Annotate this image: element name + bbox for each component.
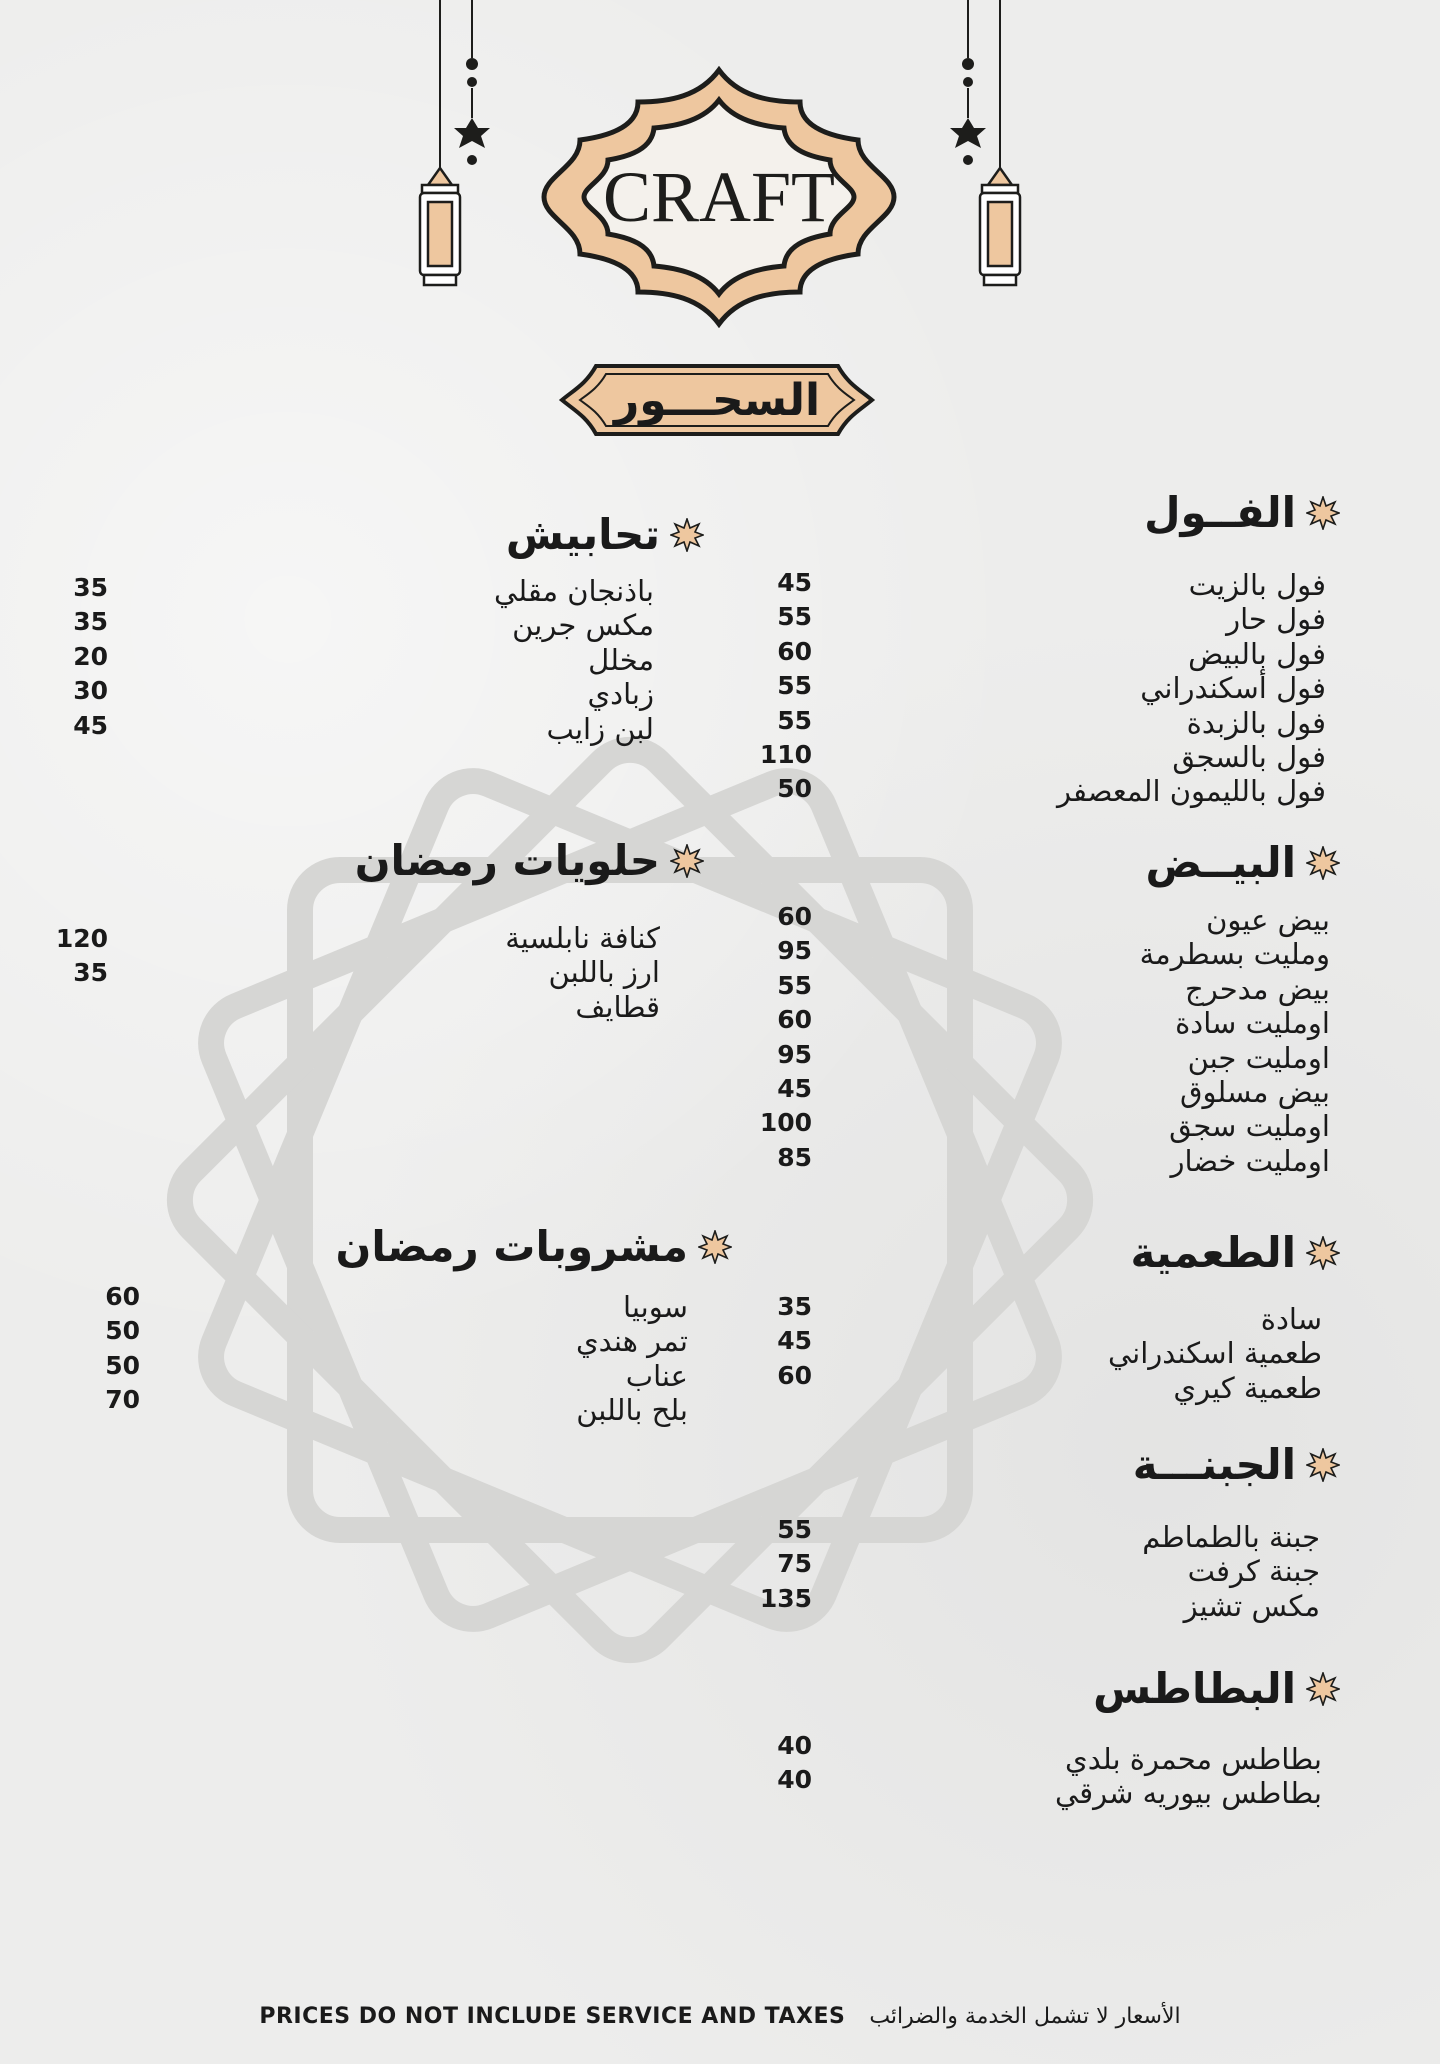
left-lantern-icon (400, 0, 510, 300)
menu-item-price: 45 (73, 710, 108, 740)
menu-item-price: 55 (777, 1515, 812, 1544)
menu-item-price: 50 (105, 1350, 140, 1380)
drinks-price-list (105, 1280, 140, 1418)
menu-item-name: جبنة بالطماطم (1142, 1520, 1320, 1554)
menu-item-price: 40 (777, 1731, 812, 1760)
menu-item-price: 70 (105, 1385, 140, 1415)
menu-item-name: لبن زايب (546, 711, 654, 746)
menu-item-name: عناب (625, 1358, 688, 1393)
menu-item-price: 55 (777, 970, 812, 1000)
section-title-text: البيــض (1145, 838, 1296, 887)
menu-item-price: 55 (777, 671, 812, 701)
menu-item-price: 60 (105, 1282, 140, 1311)
menu-item-name: جبنة كرفت (1187, 1554, 1320, 1589)
menu-item-price: 60 (777, 902, 812, 931)
section-title-text: الجبنـــة (1132, 1440, 1296, 1489)
menu-item-price: 55 (777, 705, 812, 735)
section-title-potatoes (1093, 1664, 1340, 1713)
menu-item-price: 120 (55, 924, 108, 953)
menu-item-name: اومليت جبن (1187, 1040, 1330, 1075)
menu-item-name: فول بالسجق (1172, 739, 1326, 774)
menu-item-name: بطاطس محمرة بلدي (1065, 1742, 1322, 1776)
star-icon (1306, 846, 1340, 880)
sweets-item-list (505, 921, 660, 1024)
menu-item-name: بلح باللبن (576, 1393, 688, 1428)
menu-item-price: 30 (73, 676, 108, 706)
pickles-item-list (494, 574, 654, 746)
menu-item-price: 85 (777, 1142, 812, 1172)
menu-item-name: ارز باللبن (548, 955, 660, 990)
menu-item-name: طعمية كيري (1173, 1370, 1322, 1405)
brand-logo (538, 66, 900, 328)
menu-item-price: 35 (777, 1292, 812, 1321)
menu-item-name: بطاطس بيوريه شرقي (1055, 1776, 1322, 1811)
sweets-price-list (56, 922, 108, 1025)
section-title-drinks (335, 1222, 732, 1271)
section-title-text: الطعمية (1130, 1228, 1296, 1277)
section-title-text: حلويات رمضان (354, 836, 660, 885)
section-title-cheese (1133, 1440, 1340, 1489)
menu-item-price: 35 (73, 573, 108, 602)
taameya-item-list (1108, 1302, 1322, 1405)
fool-item-list (1057, 568, 1326, 809)
menu-item-name: مكس جرين (512, 608, 654, 643)
menu-item-price: 110 (759, 739, 812, 769)
section-title-taameya (1130, 1228, 1340, 1277)
menu-item-name: كنافة نابلسية (505, 921, 660, 955)
menu-item-price: 55 (777, 602, 812, 632)
menu-item-price: 75 (777, 1549, 812, 1579)
star-icon (698, 1230, 732, 1264)
menu-item-name: اومليت سجق (1169, 1109, 1330, 1144)
menu-item-price: 45 (777, 568, 812, 597)
fool-price-list (760, 566, 812, 807)
menu-item-name: فول حار (1226, 602, 1326, 637)
menu-item-name: زبادي (587, 677, 654, 712)
section-title-eggs (1146, 838, 1340, 887)
menu-item-price: 35 (73, 607, 108, 637)
menu-item-price: 60 (777, 1005, 812, 1035)
menu-item-price: 50 (777, 774, 812, 804)
menu-item-name: سادة (1260, 1302, 1322, 1336)
section-title-sweets (355, 836, 704, 885)
potatoes-item-list (1055, 1742, 1322, 1811)
menu-item-name: بيض مدحرج (1185, 971, 1330, 1006)
menu-item-price: 45 (777, 1073, 812, 1103)
drinks-item-list (576, 1290, 688, 1428)
menu-item-name: بيض عيون (1206, 903, 1330, 937)
section-title-fool (1144, 488, 1340, 537)
right-lantern-icon (930, 0, 1040, 300)
menu-item-price: 60 (777, 1360, 812, 1390)
footer-note (0, 1996, 1440, 2036)
menu-item-price: 50 (105, 1316, 140, 1346)
menu-item-price: 95 (777, 1039, 812, 1069)
taameya-price-list (777, 1290, 812, 1393)
potatoes-price-list (777, 1729, 812, 1798)
star-icon (670, 844, 704, 878)
menu-item-name: سوبيا (623, 1290, 688, 1324)
menu-item-name: فول بالبيض (1188, 636, 1326, 671)
section-title-text: البطاطس (1093, 1664, 1296, 1713)
footer-note-en: PRICES DO NOT INCLUDE SERVICE AND TAXES (259, 2003, 846, 2029)
menu-item-name: فول أسكندراني (1140, 671, 1326, 706)
menu-item-name: فول بالليمون المعصفر (1057, 774, 1326, 809)
star-icon (1306, 496, 1340, 530)
menu-item-price: 20 (73, 641, 108, 671)
menu-item-name: طعمية اسكندراني (1107, 1336, 1322, 1371)
star-icon (1306, 1672, 1340, 1706)
footer-note-ar: الأسعار لا تشمل الخدمة والضرائب (869, 2003, 1181, 2029)
cheese-price-list (760, 1513, 812, 1616)
menu-item-price: 60 (777, 636, 812, 666)
logo-text: CRAFT (602, 157, 836, 237)
menu-item-name: ومليت بسطرمة (1139, 937, 1330, 972)
menu-item-name: تمر هندي (575, 1324, 688, 1359)
menu-item-price: 100 (759, 1108, 812, 1138)
menu-item-name: قطايف (575, 989, 660, 1024)
menu-item-price: 45 (777, 1326, 812, 1356)
menu-item-name: مكس تشيز (1183, 1588, 1320, 1623)
section-title-text: الفــول (1144, 488, 1296, 537)
menu-item-price: 40 (777, 1765, 812, 1795)
section-title-pickles (506, 510, 704, 559)
cheese-item-list (1142, 1520, 1320, 1623)
eggs-item-list (1140, 903, 1330, 1178)
menu-item-name: باذنجان مقلي (494, 574, 654, 608)
star-icon (1306, 1448, 1340, 1482)
star-icon (670, 518, 704, 552)
menu-item-name: بيض مسلوق (1179, 1074, 1330, 1109)
menu-item-price: 95 (777, 936, 812, 966)
meal-title: السحـــور (613, 374, 821, 426)
menu-item-name: مخلل (588, 642, 654, 677)
star-icon (1306, 1236, 1340, 1270)
menu-item-price (56, 991, 108, 1025)
menu-item-name: فول بالزبدة (1186, 705, 1326, 740)
menu-item-price: 135 (759, 1583, 812, 1613)
eggs-price-list (760, 900, 812, 1175)
section-title-text: مشروبات رمضان (335, 1222, 688, 1271)
menu-item-name: اومليت خضار (1170, 1143, 1330, 1178)
menu-item-name: اومليت سادة (1175, 1006, 1330, 1041)
section-title-text: تحابيش (505, 510, 660, 559)
menu-item-name: فول بالزيت (1188, 568, 1326, 602)
pickles-price-list (73, 571, 108, 743)
menu-item-price: 35 (73, 958, 108, 988)
